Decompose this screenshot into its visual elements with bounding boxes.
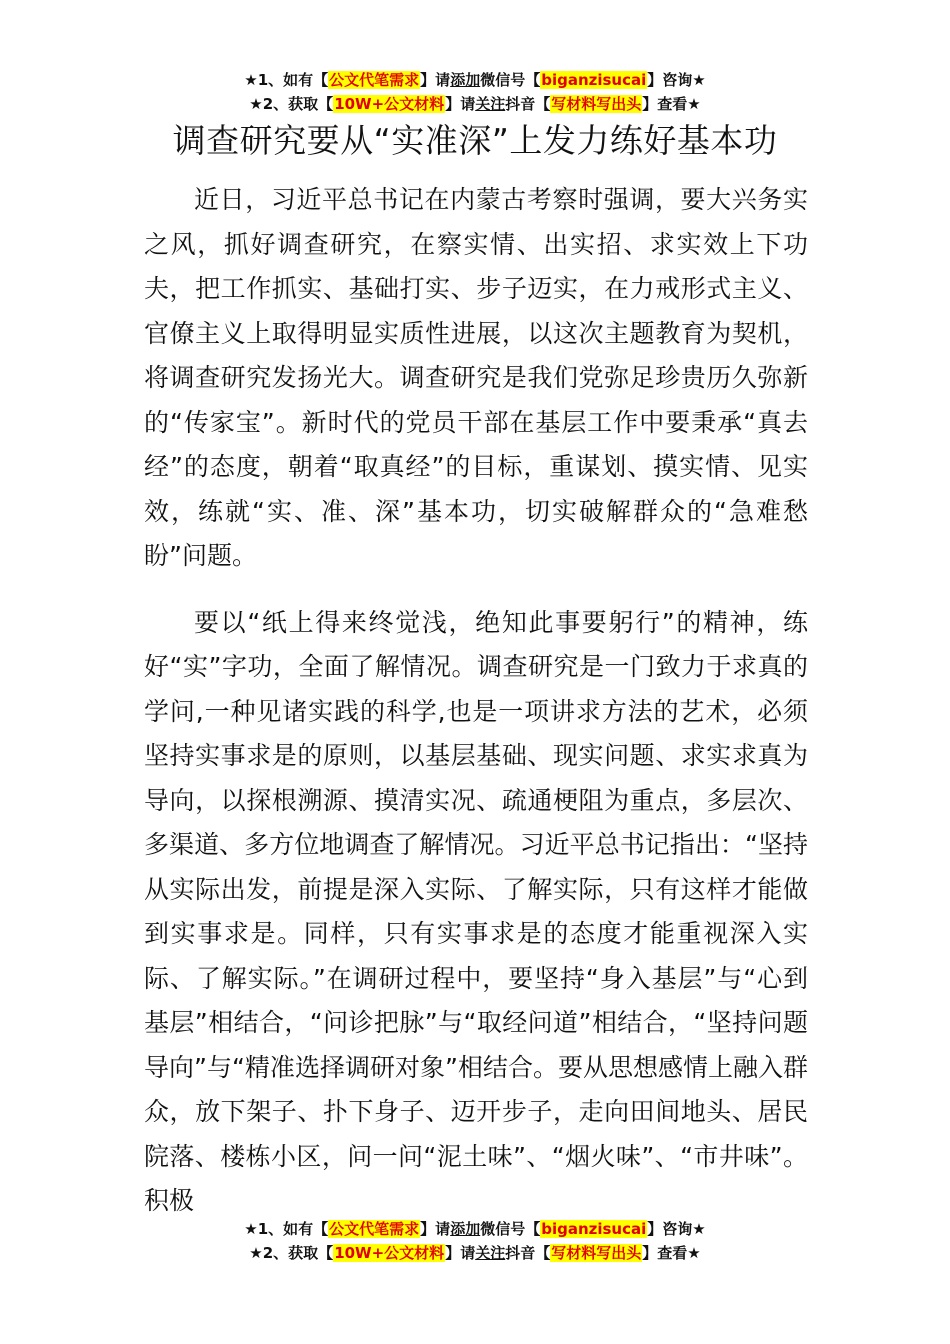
banner-underlined: 关注: [475, 1244, 506, 1262]
paragraph: 近日，习近平总书记在内蒙古考察时强调，要大兴务实之风，抓好调查研究，在察实情、出实招、求实效上下功夫，把工作抓实、基础打实、步子迈实，在力戒形式主义、官僚主义上取得明显实质性进展，以这次主题教育为契机，将调查研究发扬光大。调查研究是我们党弥足珍贵历久弥新的“传家宝”。新时代的党员干部在基层工作中要秉承“真去经”的态度，朝着“取真经”的目标，重谋划、摸实情、见实效，练就“实、准、深”基本功，切实破解群众的“急难愁盼”问题。: [144, 185, 808, 570]
banner-text: 抖音【: [505, 1244, 551, 1262]
paragraph: 要以“纸上得来终觉浅，绝知此事要躬行”的精神，练好“实”字功，全面了解情况。调查研究是一门致力于求真的学问,一种见诸实践的科学,也是一项讲求方法的艺术，必须坚持实事求是的原则，以基层基础、现实问题、求实求真为导向，以探根溯源、摸清实况、疏通梗阻为重点，多层次、多渠道、多方位地调查了解情况。习近平总书记指出：“坚持从实际出发，前提是深入实际、了解实际，只有这样才能做到实事求是。同样，只有实事求是的态度才能重视深入实际、了解实际。”在调研过程中，要坚持“身入基层”与“心到基层”相结合，“问诊把脉”与“取经问道”相结合，“坚持问题导向”与“精准选择调研对象”相结合。要从思想感情上融入群众，放下架子、扑下身子、迈开步子，走向田间地头、居民院落、楼栋小区，问一问“泥土味”、“烟火味”、“市井味”。积极: [144, 607, 808, 1215]
banner-text: 】咨询★: [647, 71, 706, 89]
banner-line-2: [0, 92, 950, 116]
banner-text: ★2、获取【: [249, 1244, 334, 1262]
banner-text: 】咨询★: [647, 1220, 706, 1238]
banner-highlight: 10W+公文材料: [334, 1244, 445, 1262]
banner-text: 】查看★: [642, 1244, 701, 1262]
banner-line-1: [0, 1217, 950, 1241]
document-title: 调查研究要从“实准深”上发力练好基本功: [172, 121, 778, 160]
banner-highlight: 公文代笔需求: [329, 1220, 420, 1238]
banner-highlight: 写材料写出头: [551, 1244, 642, 1262]
banner-line-1: [0, 68, 950, 92]
banner-text: 】请: [445, 1244, 476, 1262]
banner-text: 】查看★: [642, 95, 701, 113]
banner-text: 】请: [420, 71, 451, 89]
footer-banner: [0, 1217, 950, 1265]
banner-highlight: biganzisucai: [541, 71, 647, 89]
banner-text: 】请: [420, 1220, 451, 1238]
banner-text: 微信号【: [480, 1220, 541, 1238]
banner-underlined: 添加: [450, 71, 481, 89]
banner-text: 】请: [445, 95, 476, 113]
banner-text: 抖音【: [505, 95, 551, 113]
banner-text: ★2、获取【: [249, 95, 334, 113]
banner-highlight: 公文代笔需求: [329, 71, 420, 89]
banner-text: ★1、如有【: [244, 71, 329, 89]
banner-highlight: 写材料写出头: [551, 95, 642, 113]
banner-highlight: biganzisucai: [541, 1220, 647, 1238]
document-body: [144, 178, 808, 1246]
header-banner: [0, 68, 950, 116]
banner-line-2: [0, 1241, 950, 1265]
banner-text: 微信号【: [480, 71, 541, 89]
banner-underlined: 添加: [450, 1220, 481, 1238]
banner-highlight: 10W+公文材料: [334, 95, 445, 113]
banner-text: ★1、如有【: [244, 1220, 329, 1238]
banner-underlined: 关注: [475, 95, 506, 113]
